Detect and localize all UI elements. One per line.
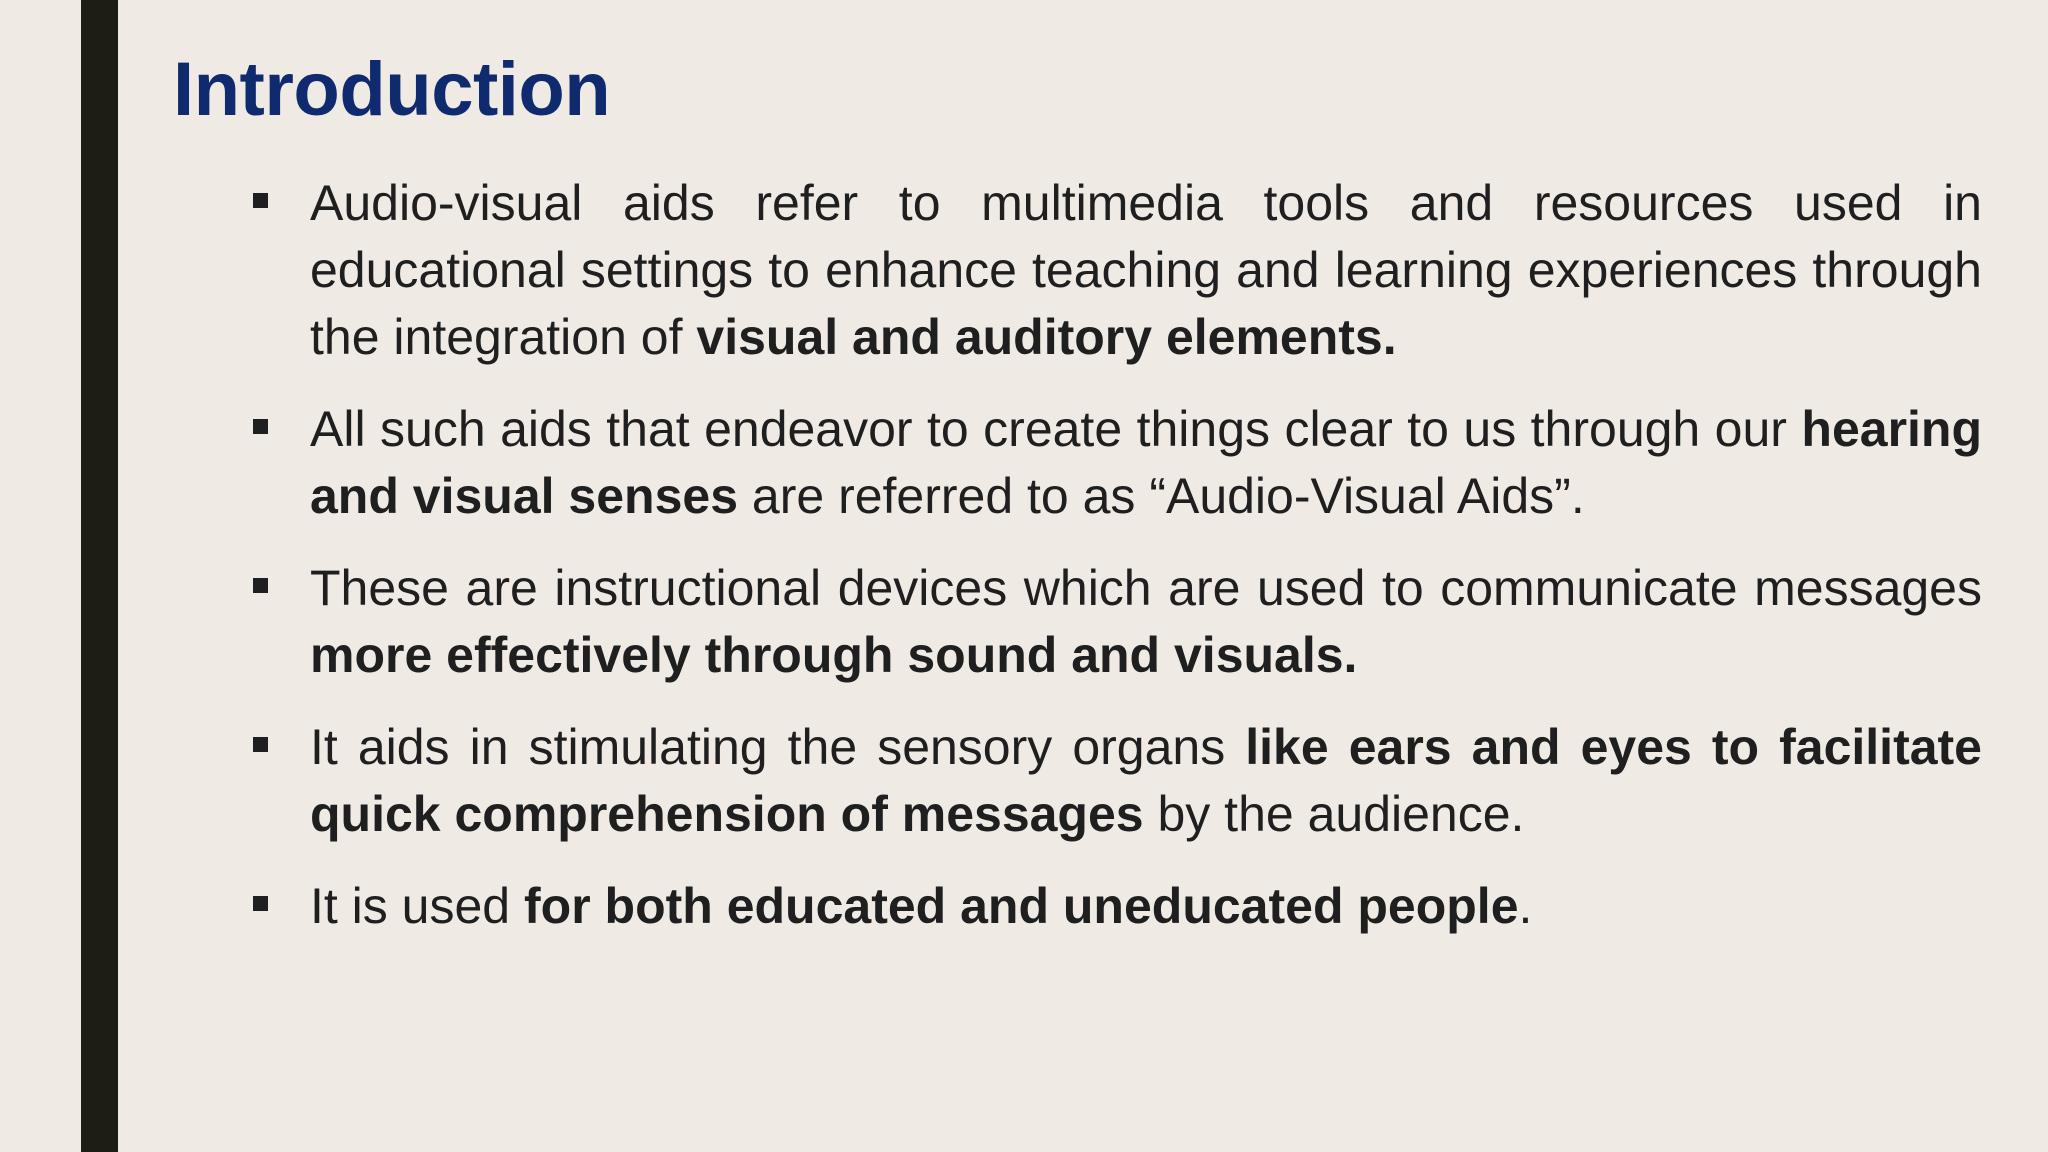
bullet-item-2	[250, 396, 1982, 530]
bullet-text: Audio-visual aids refer to multimedia tools and resources used in educational settings to enhance teaching and learning experiences through the integration of	[310, 175, 1982, 365]
bullet-emphasis: visual and auditory elements.	[696, 309, 1397, 365]
bullet-item-1	[250, 170, 1982, 371]
square-bullet-icon	[253, 193, 268, 208]
bullet-text: It aids in stimulating the sensory organs	[310, 719, 1246, 775]
square-bullet-icon	[253, 737, 268, 752]
bullet-text: All such aids that endeavor to create things clear to us through our	[310, 401, 1802, 457]
bullet-emphasis: for both educated and uneducated people	[524, 878, 1519, 934]
slide-title: Introduction	[173, 47, 611, 132]
square-bullet-icon	[253, 896, 268, 911]
accent-bar	[81, 0, 118, 1152]
bullet-text: are referred to as “Audio-Visual Aids”.	[738, 468, 1585, 524]
bullet-text: It is used	[310, 878, 524, 934]
bullet-item-5	[250, 873, 1982, 940]
bullet-list	[250, 170, 1982, 965]
bullet-item-4	[250, 714, 1982, 848]
bullet-item-3	[250, 555, 1982, 689]
square-bullet-icon	[253, 578, 268, 593]
bullet-text: by the audience.	[1143, 786, 1525, 842]
bullet-emphasis: like ears and eyes to facilitate quick comprehension of messages	[310, 719, 1982, 842]
square-bullet-icon	[253, 419, 268, 434]
bullet-emphasis: more effectively through sound and visuals.	[310, 627, 1358, 683]
bullet-emphasis: hearing and visual senses	[310, 401, 1982, 524]
bullet-text: .	[1518, 878, 1533, 934]
bullet-text: These are instructional devices which are used to communicate messages	[310, 560, 1982, 616]
